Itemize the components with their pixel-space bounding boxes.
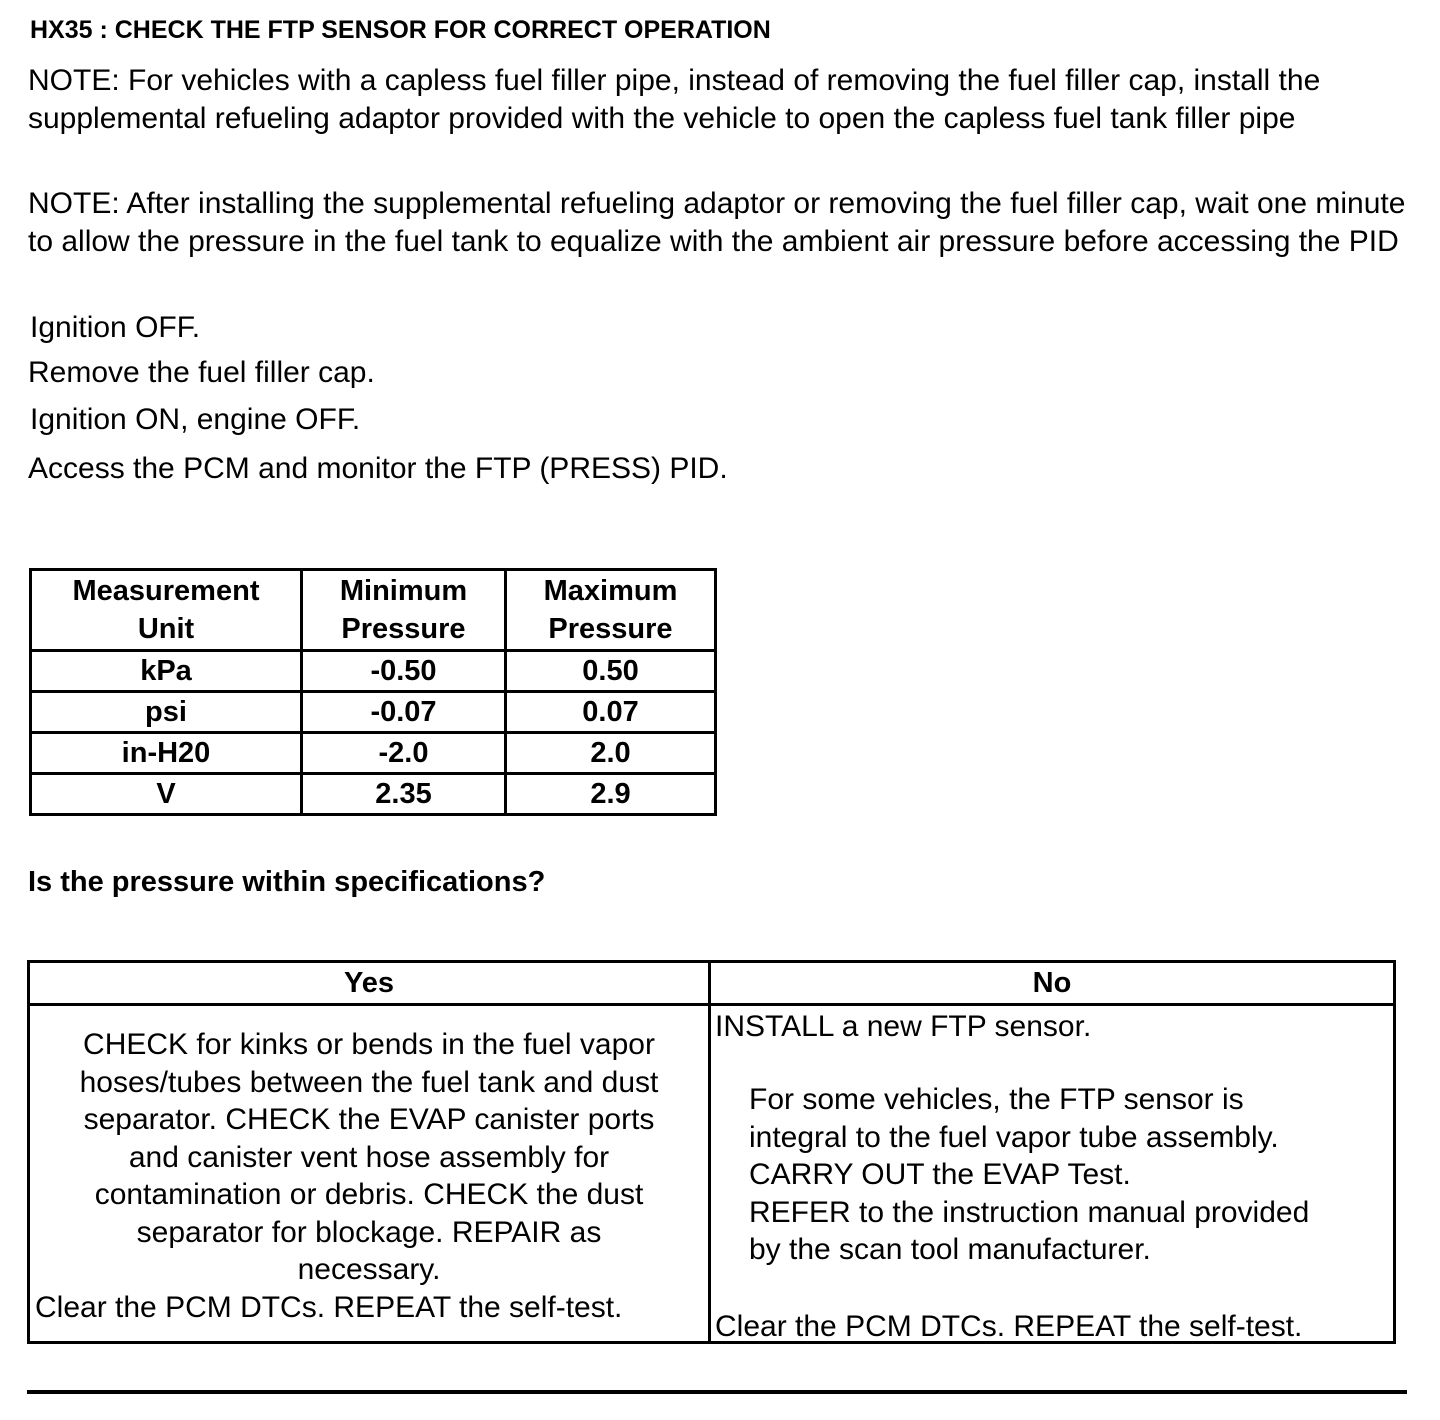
yes-line: hoses/tubes between the fuel tank and dust [79, 1065, 659, 1099]
header-text: Pressure [548, 613, 673, 645]
yes-footer: Clear the PCM DTCs. REPEAT the self-test. [35, 1291, 623, 1324]
table-row [31, 733, 716, 774]
no-header: No [710, 962, 1395, 1005]
header-text: Pressure [341, 613, 466, 645]
yes-line: separator for blockage. REPAIR as [136, 1215, 602, 1249]
min-cell: -0.07 [302, 692, 506, 733]
header-text: Maximum [543, 575, 678, 607]
yes-line: contamination or debris. CHECK the dust [94, 1178, 644, 1211]
step-ignition-on: Ignition ON, engine OFF. [30, 403, 361, 436]
unit-cell: V [31, 774, 302, 815]
step-ignition-off: Ignition OFF. [30, 311, 201, 344]
header-text: Unit [137, 613, 195, 645]
yes-no-result-table [27, 960, 1396, 1344]
yes-line: and canister vent hose assembly for [128, 1140, 610, 1174]
max-cell: 2.9 [506, 774, 716, 815]
yes-cell [29, 1005, 710, 1343]
header-maximum-pressure [506, 570, 716, 651]
max-cell: 2.0 [506, 733, 716, 774]
unit-cell: kPa [31, 651, 302, 692]
yes-line: necessary. [297, 1253, 441, 1286]
max-cell: 0.50 [506, 651, 716, 692]
header-measurement-unit [31, 570, 302, 651]
yes-header: Yes [29, 962, 710, 1005]
spec-question: Is the pressure within specifications? [28, 866, 546, 898]
yes-instructions [40, 1026, 698, 1289]
min-cell: -2.0 [302, 733, 506, 774]
header-text: Measurement [72, 575, 260, 607]
no-first-line: INSTALL a new FTP sensor. [715, 1010, 1092, 1043]
no-line: REFER to the instruction manual provided [749, 1195, 1310, 1229]
no-instructions [749, 1081, 1309, 1269]
min-cell: -0.50 [302, 651, 506, 692]
no-line: For some vehicles, the FTP sensor is [749, 1083, 1244, 1116]
no-footer: Clear the PCM DTCs. REPEAT the self-test. [715, 1310, 1303, 1343]
table-row [31, 774, 716, 815]
bottom-divider [27, 1390, 1407, 1394]
step-remove-cap: Remove the fuel filler cap. [28, 356, 375, 389]
spec-header-row [31, 570, 716, 651]
note-capless-filler: NOTE: For vehicles with a capless fuel filler pipe, instead of removing the fuel filler cap, install the supplemental refueling adaptor provided with the vehicle to open the capless fuel tank filler pipe [28, 64, 1321, 135]
no-line: by the scan tool manufacturer. [749, 1233, 1151, 1266]
page-title: HX35 : CHECK THE FTP SENSOR FOR CORRECT OPERATION [30, 16, 771, 44]
no-line: CARRY OUT the EVAP Test. [749, 1158, 1131, 1191]
max-cell: 0.07 [506, 692, 716, 733]
header-minimum-pressure [302, 570, 506, 651]
min-cell: 2.35 [302, 774, 506, 815]
result-header-row [29, 962, 1395, 1005]
pressure-spec-table [29, 568, 717, 816]
unit-cell: in-H20 [31, 733, 302, 774]
unit-cell: psi [31, 692, 302, 733]
yes-line: separator. CHECK the EVAP canister ports [83, 1103, 655, 1136]
yes-line: CHECK for kinks or bends in the fuel vapor [83, 1028, 655, 1061]
table-row [31, 651, 716, 692]
no-cell [710, 1005, 1395, 1343]
step-access-pcm: Access the PCM and monitor the FTP (PRESS) PID. [28, 452, 728, 485]
note-wait-one-minute: NOTE: After installing the supplemental refueling adaptor or removing the fuel filler cap, wait one minute to allow the pressure in the fuel tank to equalize with the ambient air pressure before accessing the PID [28, 187, 1406, 258]
table-row [31, 692, 716, 733]
result-body-row [29, 1005, 1395, 1343]
no-line: integral to the fuel vapor tube assembly. [749, 1120, 1279, 1154]
header-text: Minimum [339, 575, 468, 607]
